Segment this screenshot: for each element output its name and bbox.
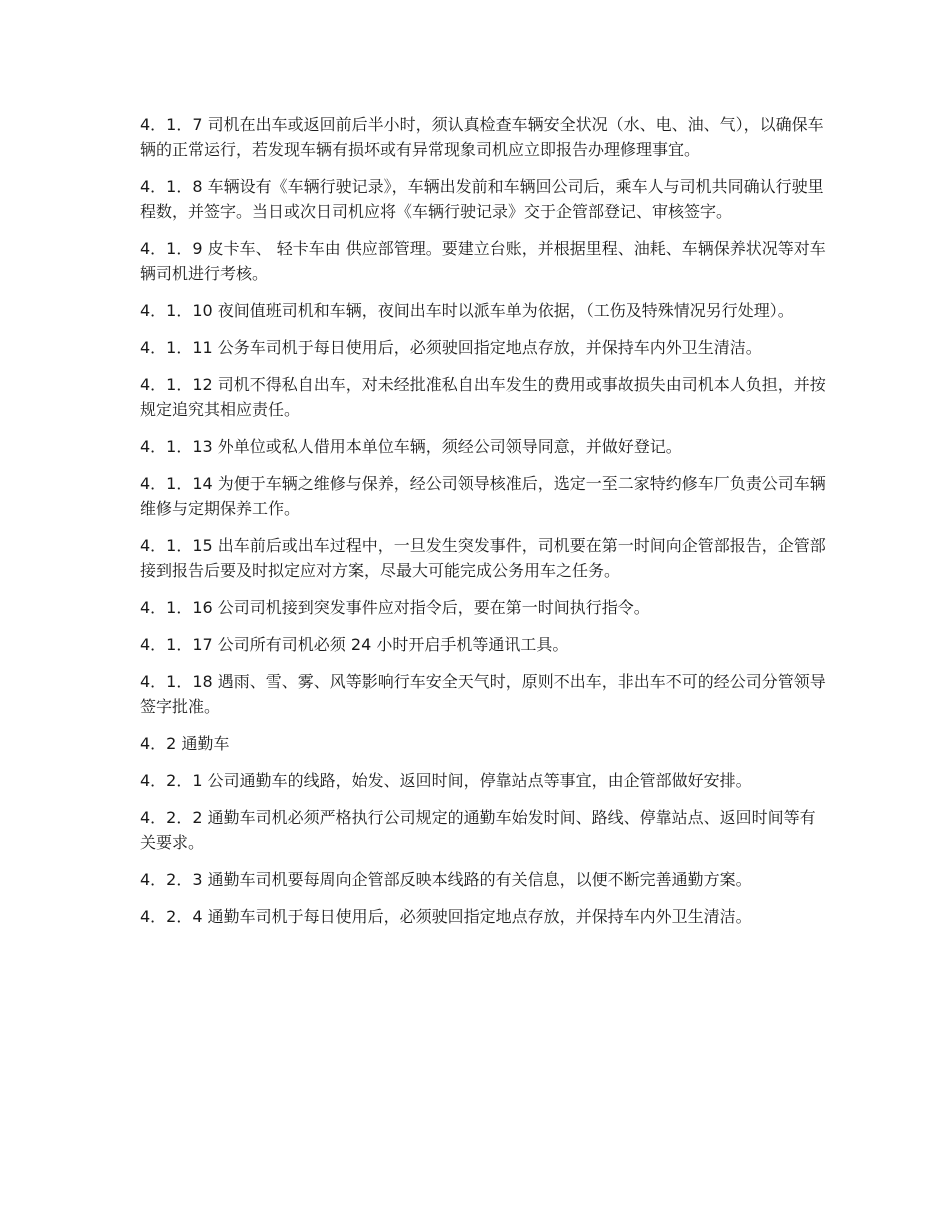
clause-4-1-7: 4．1．7 司机在出车或返回前后半小时，须认真检查车辆安全状况（水、电、油、气），以确保车辆的正常运行，若发现车辆有损坏或有异常现象司机应立即报告办理修理事宜。 — [140, 115, 824, 159]
clause-4-1-15: 4．1．15 出车前后或出车过程中，一旦发生突发事件，司机要在第一时间向企管部报告，企管部接到报告后要及时拟定应对方案，尽最大可能完成公务用车之任务。 — [140, 536, 826, 580]
clause-4-1-8: 4．1．8 车辆设有《车辆行驶记录》，车辆出发前和车辆回公司后，乘车人与司机共同确认行驶里程数，并签字。当日或次日司机应将《车辆行驶记录》交于企管部登记、审核签字。 — [140, 177, 824, 221]
section-heading-4-2: 4．2 通勤车 — [140, 734, 230, 753]
clause-4-2-3: 4．2．3 通勤车司机要每周向企管部反映本线路的有关信息，以便不断完善通勤方案。 — [140, 870, 752, 889]
clause-4-1-9: 4．1．9 皮卡车、 轻卡车由 供应部管理。要建立台账，并根据里程、油耗、车辆保养状况等对车辆司机进行考核。 — [140, 239, 826, 283]
clause-4-2-1: 4．2．1 公司通勤车的线路，始发、返回时间，停靠站点等事宜，由企管部做好安排。 — [140, 771, 752, 790]
clause-4-1-16: 4．1．16 公司司机接到突发事件应对指令后，要在第一时间执行指令。 — [140, 598, 650, 617]
clause-4-2-2: 4．2．2 通勤车司机必须严格执行公司规定的通勤车始发时间、路线、停靠站点、返回时间等有关要求。 — [140, 808, 816, 852]
clause-4-1-14: 4．1．14 为便于车辆之维修与保养，经公司领导核准后，选定一至二家特约修车厂负责公司车辆维修与定期保养工作。 — [140, 474, 826, 518]
clause-4-1-13: 4．1．13 外单位或私人借用本单位车辆，须经公司领导同意，并做好登记。 — [140, 437, 682, 456]
clause-4-1-12: 4．1．12 司机不得私自出车，对未经批准私自出车发生的费用或事故损失由司机本人负担，并按规定追究其相应责任。 — [140, 375, 826, 419]
clause-4-2-4: 4．2．4 通勤车司机于每日使用后，必须驶回指定地点存放，并保持车内外卫生清洁。 — [140, 907, 752, 926]
document-page — [140, 112, 830, 941]
clause-4-1-10: 4．1．10 夜间值班司机和车辆，夜间出车时以派车单为依据，（工伤及特殊情况另行处理）。 — [140, 301, 794, 320]
clause-4-1-11: 4．1．11 公务车司机于每日使用后，必须驶回指定地点存放，并保持车内外卫生清洁。 — [140, 338, 762, 357]
clause-4-1-17: 4．1．17 公司所有司机必须 24 小时开启手机等通讯工具。 — [140, 635, 569, 654]
clause-4-1-18: 4．1．18 遇雨、雪、雾、风等影响行车安全天气时，原则不出车，非出车不可的经公司分管领导签字批准。 — [140, 672, 826, 716]
